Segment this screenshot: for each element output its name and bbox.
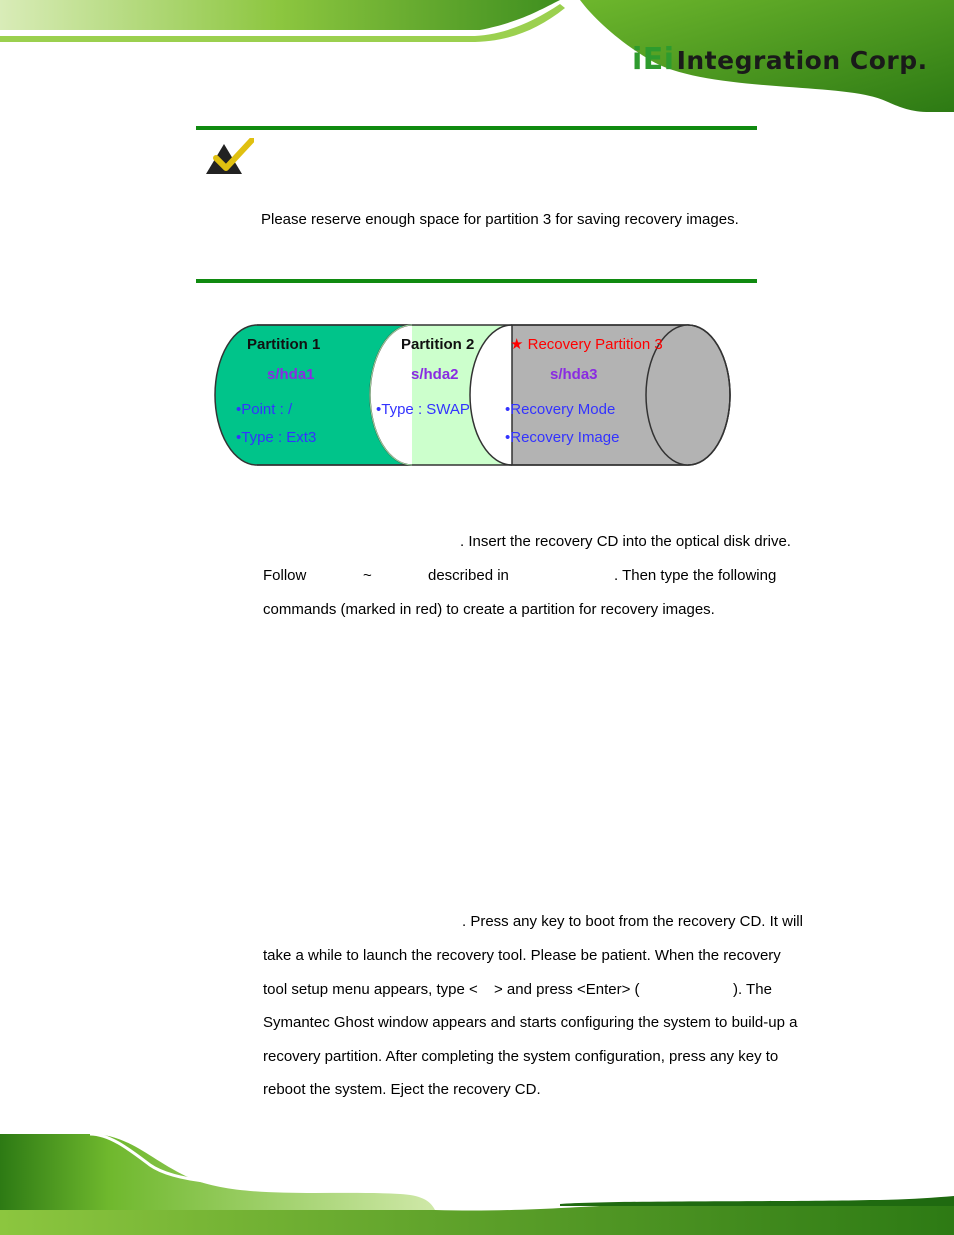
step1-line-2c: described in [428, 567, 509, 584]
partition1-device: s/hda1 [267, 366, 315, 383]
partition3-device: s/hda3 [550, 366, 598, 383]
note-top-rule [196, 126, 757, 130]
logo-wordmark: Integration Corp. [676, 46, 928, 75]
company-logo [632, 42, 928, 77]
partition-diagram [212, 322, 734, 470]
partition3-bullet-2: •Recovery Image [505, 429, 620, 446]
step2-line-3a: tool setup menu appears, type < [263, 981, 478, 998]
step1-line-3: commands (marked in red) to create a partition for recovery images. [263, 601, 715, 618]
step1-line-2a: Follow [263, 567, 307, 584]
partition1-bullet-2: •Type : Ext3 [236, 429, 317, 446]
step1-line-2b: ~ [363, 567, 372, 584]
step2-line-3b: > and press <Enter> ( [494, 981, 640, 998]
step1-line-2d: . Then type the following [614, 567, 777, 584]
step2-line-1: . Press any key to boot from the recovery CD. It will [462, 913, 803, 930]
step2-line-4: Symantec Ghost window appears and starts configuring the system to build-up a [263, 1014, 798, 1031]
partition1-bullet-1: •Point : / [236, 401, 293, 418]
step2-line-3c: ). The [733, 981, 772, 998]
partition3-title: ★ Recovery Partition 3 [510, 336, 663, 353]
partition2-bullet-1: •Type : SWAP [376, 401, 470, 418]
partition2-title: Partition 2 [401, 336, 475, 353]
footer-banner [0, 1120, 954, 1235]
note-bottom-rule [196, 279, 757, 283]
partition1-title: Partition 1 [247, 336, 321, 353]
partition2-device: s/hda2 [411, 366, 459, 383]
step2-line-6: reboot the system. Eject the recovery CD. [263, 1081, 541, 1098]
logo-mark: iEi [632, 42, 675, 77]
partition3-bullet-1: •Recovery Mode [505, 401, 616, 418]
check-note-icon [204, 138, 254, 176]
step2-line-2: take a while to launch the recovery tool. Please be patient. When the recovery [263, 947, 781, 964]
step1-line-1: . Insert the recovery CD into the optical disk drive. [460, 533, 791, 550]
note-text: Please reserve enough space for partition 3 for saving recovery images. [261, 211, 739, 228]
step2-line-5: recovery partition. After completing the system configuration, press any key to [263, 1048, 779, 1065]
